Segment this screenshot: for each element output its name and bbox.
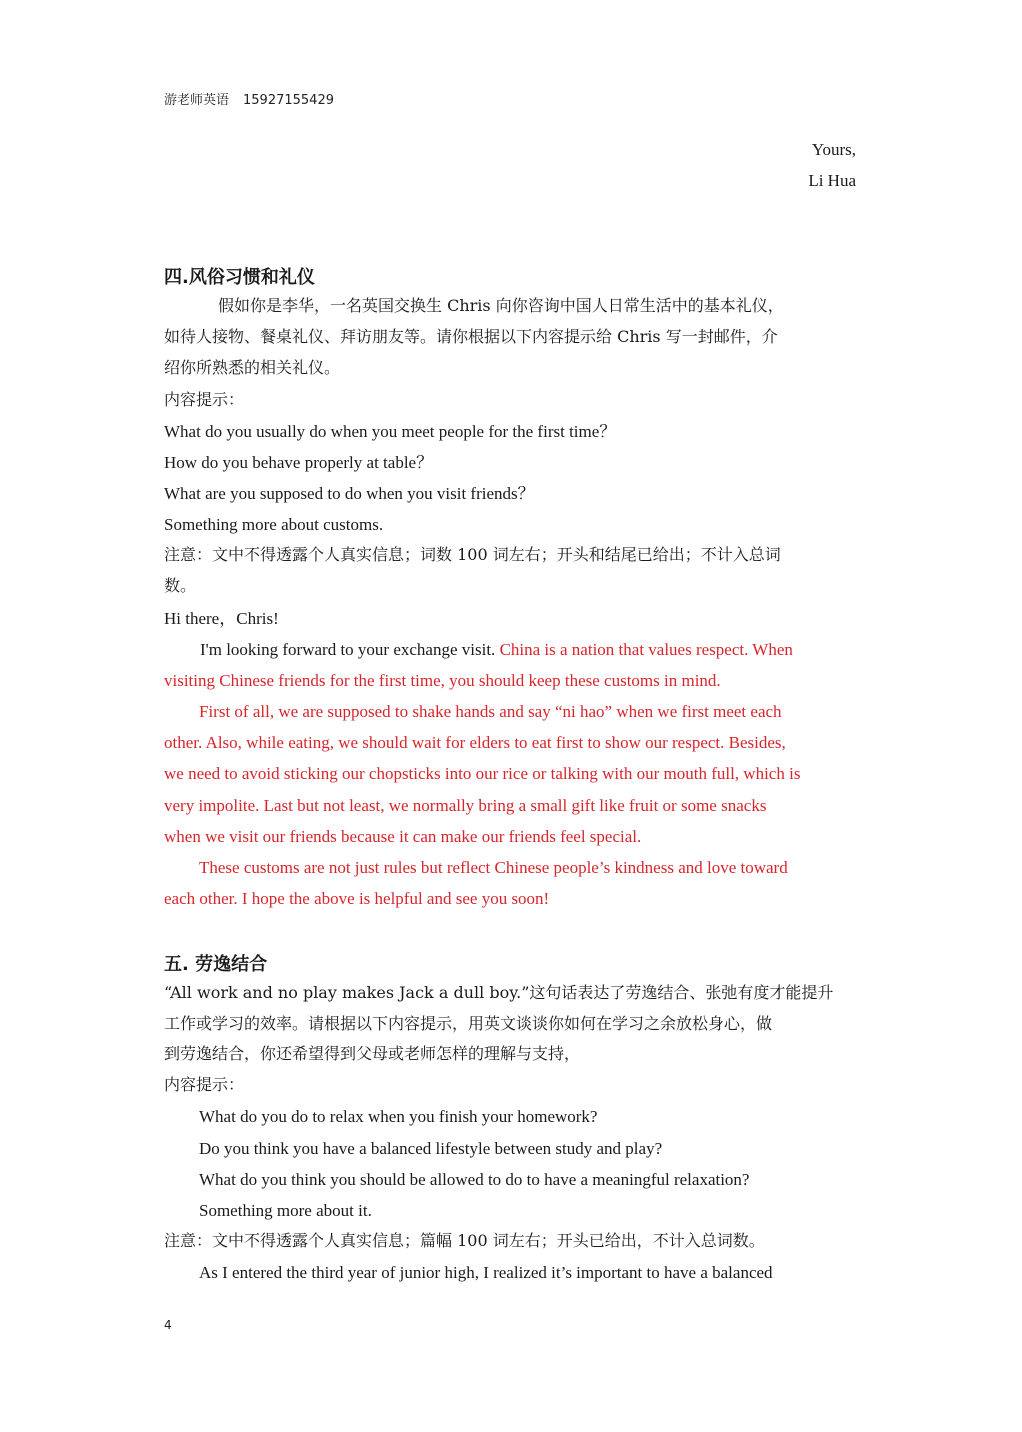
section-5-hints-label: 内容提示： bbox=[164, 1075, 245, 1094]
section-4-hint: Something more about customs. bbox=[164, 515, 384, 534]
section-5-opening: As I entered the third year of junior high, I realized it’s important to have a balanced bbox=[199, 1263, 773, 1282]
header-brand: 游老师英语 bbox=[164, 93, 230, 108]
essay-paragraph-1-line: visiting Chinese friends for the first time, you should keep these customs in mind. bbox=[164, 671, 721, 690]
essay-paragraph-1-line bbox=[200, 638, 793, 662]
essay-paragraph-2-line: very impolite. Last but not least, we normally bring a small gift like fruit or some snacks bbox=[164, 796, 767, 815]
section-5-prompt-line: “All work and no play makes Jack a dull boy.”这句话表达了劳逸结合、张弛有度才能提升 bbox=[164, 983, 834, 1002]
section-4-note-line: 注意：文中不得透露个人真实信息；词数 100 词左右；开头和结尾已给出；不计入总词 bbox=[164, 545, 781, 564]
header-phone: 15927155429 bbox=[243, 93, 334, 108]
section-5-hint: What do you do to relax when you finish your homework? bbox=[199, 1107, 598, 1126]
section-4-hint: What do you usually do when you meet people for the first time？ bbox=[164, 422, 617, 441]
section-5-prompt-line: 工作或学习的效率。请根据以下内容提示，用英文谈谈你如何在学习之余放松身心，做 bbox=[164, 1014, 773, 1033]
section-4-heading: 四.风俗习惯和礼仪 bbox=[164, 267, 315, 288]
essay-paragraph-2-line: other. Also, while eating, we should wait for elders to eat first to show our respect. Besides, bbox=[164, 733, 786, 752]
essay-paragraph-3-line: These customs are not just rules but reflect Chinese people’s kindness and love toward bbox=[199, 858, 788, 877]
essay-paragraph-3-line: each other. I hope the above is helpful and see you soon! bbox=[164, 889, 550, 908]
section-4-hint: What are you supposed to do when you visit friends？ bbox=[164, 484, 535, 503]
section-4-note-line: 数。 bbox=[164, 576, 197, 595]
section-4-prompt-line: 假如你是李华，一名英国交换生 Chris 向你咨询中国人日常生活中的基本礼仪， bbox=[218, 296, 784, 315]
essay-p1-intro: I'm looking forward to your exchange visit. bbox=[200, 640, 496, 659]
section-4-prompt-line: 如待人接物、餐桌礼仪、拜访朋友等。请你根据以下内容提示给 Chris 写一封邮件，介 bbox=[164, 327, 778, 346]
essay-paragraph-2-line: when we visit our friends because it can make our friends feel special. bbox=[164, 827, 642, 846]
essay-p1-highlight: China is a nation that values respect. When bbox=[495, 640, 793, 659]
section-5-hint: What do you think you should be allowed to do to have a meaningful relaxation? bbox=[199, 1170, 750, 1189]
section-4-hints-label: 内容提示： bbox=[164, 390, 245, 409]
section-4-hint: How do you behave properly at table？ bbox=[164, 453, 434, 472]
letter-sign-off: Yours, bbox=[811, 140, 856, 159]
section-5-prompt-line: 到劳逸结合，你还希望得到父母或老师怎样的理解与支持， bbox=[164, 1044, 581, 1063]
letter-signature: Li Hua bbox=[808, 171, 856, 190]
essay-paragraph-2-line: First of all, we are supposed to shake hands and say “ni hao” when we first meet each bbox=[199, 702, 782, 721]
page-number: 4 bbox=[164, 1318, 172, 1332]
section-5-heading: 五. 劳逸结合 bbox=[164, 954, 268, 975]
letter-greeting: Hi there，Chris! bbox=[164, 609, 279, 628]
section-4-prompt-line: 绍你所熟悉的相关礼仪。 bbox=[164, 358, 341, 377]
section-5-hint: Do you think you have a balanced lifestyle between study and play? bbox=[199, 1139, 663, 1158]
essay-paragraph-2-line: we need to avoid sticking our chopsticks into our rice or talking with our mouth full, which is bbox=[164, 764, 801, 783]
page-header bbox=[164, 89, 334, 108]
section-5-hint: Something more about it. bbox=[199, 1201, 372, 1220]
section-5-note: 注意：文中不得透露个人真实信息；篇幅 100 词左右；开头已给出，不计入总词数。 bbox=[164, 1231, 765, 1250]
